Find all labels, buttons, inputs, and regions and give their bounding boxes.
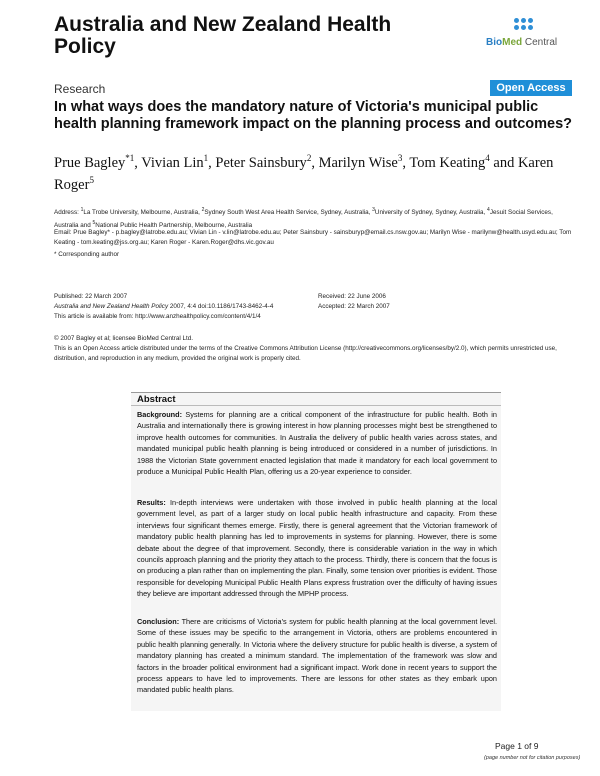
abstract-results: Results: In-depth interviews were undertaken with those involved in public health planning at the local government level, as part of a larger study on local public health infrastructure and capacity. From these interviews four significant themes emerge. Firstly, there is general agreement that the Victorian framework of mandatory public health planning has led to improvements in systems for planning. However, there is some debate about the degree of that improvement. Secondly, there is considerable variation in the way in which councils approach planning and the priority they attach to the process. Thirdly, there is concern that the focus is on producing a plan rather than on implementing the plan. Finally, some tension over priorities is evident. Those responsible for developing Municipal Public Health Plans express frustration over the difficulty of having issues they believe are important addressed through the MPHP process. [137, 498, 497, 599]
affiliation-marker: 1 [80, 207, 84, 213]
accepted-date: Accepted: 22 March 2007 [318, 303, 390, 310]
affiliation-text: Jesuit Social Services, Australia and [54, 209, 553, 230]
author-affiliation-marker: 4 [485, 153, 490, 163]
published-date: Published: 22 March 2007 [54, 293, 128, 300]
affiliation-text: University of Sydney, Sydney, Australia, [374, 209, 488, 217]
copyright-line: © 2007 Bagley et al; licensee BioMed Central Ltd. [54, 335, 194, 342]
page-number-note: (page number not for citation purposes) [484, 755, 581, 761]
author-name: Marilyn Wise [318, 154, 398, 171]
affiliation-text: La Trobe University, Melbourne, Australia, [83, 209, 202, 217]
article-title: In what ways does the mandatory nature of Victoria's municipal public health planning framework impact on the planning process and outcomes? [54, 99, 573, 132]
author-affiliation-marker: 3 [397, 153, 403, 163]
author-name: Prue Bagley [54, 154, 126, 171]
submission-dates [318, 292, 518, 312]
author-affiliation-marker: 1 [203, 153, 209, 163]
affiliation-text: Sydney South West Area Health Service, Sydney, Australia, [204, 209, 373, 217]
author-name: Vivian Lin [141, 154, 204, 171]
affiliation-marker: 3 [372, 207, 375, 213]
journal-title: Australia and New Zealand Health Policy [54, 13, 392, 58]
abstract-conclusion: Conclusion: There are criticisms of Victoria's system for public health planning at the local government level. Some of these issues may be specific to the arrangement in Victoria, others are problems encountered in public health planning generally. In Victoria where the delivery structure for public health is diverse, a system of mandatory planning has created a minimum standard. The implementation of the framework was slow and factors in the broader political environment had a significant impact. Work done in recent years to support the process appears to have led to improvements. There are lessons for other states as they embark upon mandated public health plans. [137, 617, 497, 695]
author-emails: Email: Prue Bagley* - p.bagley@latrobe.edu.au; Vivian Lin - v.lin@latrobe.edu.au; Peter Sainsbury - sainsburyp@email.cs.nsw.gov.au; Marilyn Wise - marilynw@health.usyd.edu.au; Tom Keating - tom.keating@jss.org.au; Karen Roger - Karen.Roger@dhs.vic.gov.au [54, 229, 572, 246]
license-text: This is an Open Access article distributed under the terms of the Creative Commons Attribution License (http://creativecommons.org/licenses/by/2.0), which permits unrestricted use, distribution, and reproduction in any medium, provided the original work is properly cited. [54, 345, 557, 362]
abstract-divider [131, 405, 501, 406]
author-list: Prue Bagley$^{*1}$, Vivian Lin$^1$, Peter Sainsbury$^2$, Marilyn Wise$^3$, Tom Keating$^4$ and Karen Roger$^5$ [54, 153, 554, 194]
author-name: Karen Roger [54, 154, 554, 194]
copyright-notice [54, 334, 574, 364]
affiliation-marker: 4 [487, 207, 490, 213]
citation: Australia and New Zealand Health Policy 2007, 4:4 doi:10.1186/1743-8462-4-4 [54, 303, 274, 310]
received-date: Received: 22 June 2006 [318, 293, 386, 300]
author-affiliation-marker: 5 [89, 175, 94, 186]
affiliation-marker: 5 [92, 220, 96, 227]
affiliation-marker: 2 [201, 207, 205, 213]
address-label: Address: [54, 209, 81, 217]
author-name: Tom Keating [409, 154, 486, 171]
corresponding-author-note: * Corresponding author [54, 251, 120, 258]
section-label: Research [54, 82, 106, 96]
abstract-heading: Abstract [137, 394, 176, 405]
page-number: Page 1 of 9 [495, 741, 539, 751]
author-name: Peter Sainsbury [215, 154, 307, 171]
logo-wordmark: BioMed Central [486, 37, 558, 48]
affiliation-text: National Public Health Partnership, Melbourne, Australia [95, 222, 253, 230]
open-access-badge: Open Access [490, 80, 572, 96]
author-affiliation-marker: *1 [125, 153, 135, 163]
abstract-box [131, 392, 501, 711]
abstract-background: Background: Systems for planning are a critical component of the infrastructure for public health. Both in Australia and internationally there is growing interest in how planning processes might best be strengthened to improve health outcomes for communities. In Australia the delivery of public health varies across states, and mandated municipal public health planning is being introduced or considered in a number of jurisdictions. In 1988 the Victorian State government enacted legislation that made it mandatory for each local government to produce a Municipal Public Health Plan, offering us a 20-year experience to consider. [137, 410, 497, 477]
biomed-central-logo [486, 18, 566, 52]
article-url[interactable]: This article is available from: http://www.anzhealthpolicy.com/content/4/1/4 [54, 313, 261, 320]
author-affiliation-marker: 2 [306, 153, 312, 163]
publication-info [54, 292, 354, 322]
